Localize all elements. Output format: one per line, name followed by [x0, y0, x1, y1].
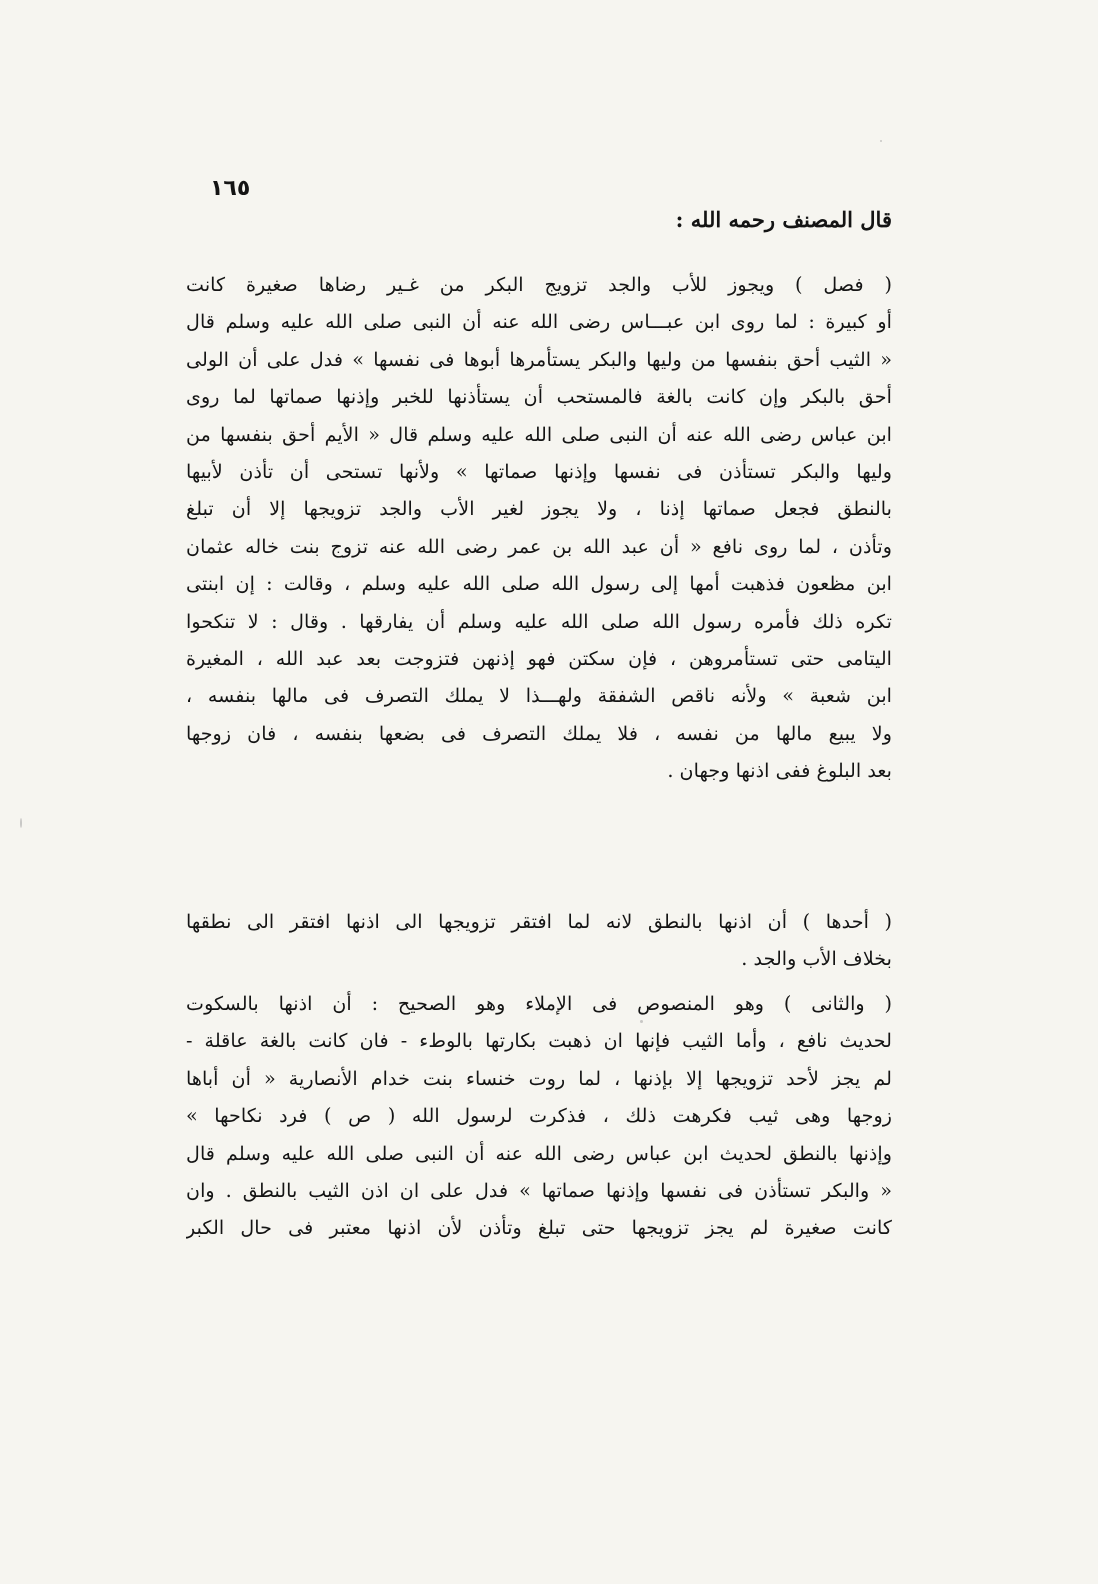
text-line: لم يجز لأحد تزويجها إلا بإذنها ، لما روت خنساء بنت خدام الأنصارية « أن أباها — [186, 1066, 892, 1090]
text-line: اليتامى حتى تستأمروهن ، فإن سكتن فهو إذنهن فتزوجت بعد عبد الله ، المغيرة — [186, 647, 892, 671]
text-line: ابن عباس رضى الله عنه أن النبى صلى الله عليه وسلم قال « الأيم أحق بنفسها من — [186, 422, 892, 446]
text-line: كانت صغيرة لم يجز تزويجها حتى تبلغ وتأذن لأن اذنها معتبر فى حال الكبر — [186, 1216, 892, 1240]
text-line: ابن مظعون فذهبت أمها إلى رسول الله صلى الله عليه وسلم ، وقالت : إن ابنتى — [186, 572, 892, 596]
section-intro: قال المصنف رحمه الله : — [675, 207, 892, 232]
text-line: وليها والبكر تستأذن فى نفسها وإذنها صماتها » ولأنها تستحى أن تأذن لأبيها — [186, 460, 892, 484]
text-line: زوجها وهى ثيب فكرهت ذلك ، فذكرت لرسول الله ( ص ) فرد نكاحها » — [186, 1104, 892, 1128]
text-line: وإذنها بالنطق لحديث ابن عباس رضى الله عنه أن النبى صلى الله عليه وسلم قال — [186, 1141, 892, 1165]
text-line: بعد البلوغ ففى اذنها وجهان . — [667, 759, 892, 783]
text-line: « والبكر تستأذن فى نفسها وإذنها صماتها » فدل على ان اذن الثيب بالنطق . وان — [186, 1179, 892, 1203]
text-line: ( فصل ) ويجوز للأب والجد تزويج البكر من غـير رضاها صغيرة كانت — [186, 273, 892, 296]
scan-speck — [880, 140, 882, 142]
text-line: وتأذن ، لما روى نافع « أن عبد الله بن عمر رضى الله عنه تزوج بنت خاله عثمان — [186, 534, 892, 558]
text-line: بخلاف الأب والجد . — [741, 947, 892, 971]
scan-speck — [640, 1020, 643, 1023]
text-line: ابن شعبة » ولأنه ناقص الشفقة ولهـــذا لا يملك التصرف فى مالها بنفسه ، — [186, 684, 892, 708]
paragraph-3 — [186, 985, 892, 1247]
text-line: ولا يبيع مالها من نفسه ، فلا يملك التصرف فى بضعها بنفسه ، فان زوجها — [186, 721, 892, 745]
text-line: أحق بالبكر وإن كانت بالغة فالمستحب أن يستأذنها للخبر وإذنها صماتها لما روى — [186, 385, 892, 409]
paragraph-2 — [186, 903, 892, 978]
text-line: بالنطق فجعل صماتها إذنا ، ولا يجوز لغير الأب والجد تزويجها إلا أن تبلغ — [186, 497, 892, 521]
text-line: ( والثانى ) وهو المنصوص فى الإملاء وهو الصحيح : أن اذنها بالسكوت — [186, 992, 892, 1015]
text-line: تكره ذلك فأمره رسول الله صلى الله عليه وسلم أن يفارقها . وقال : لا تنكحوا — [186, 609, 892, 633]
text-line: لحديث نافع ، وأما الثيب فإنها ان ذهبت بكارتها بالوطء - فان كانت بالغة عاقلة - — [186, 1029, 892, 1053]
scan-speck — [20, 818, 22, 828]
text-line: ( أحدها ) أن اذنها بالنطق لانه لما افتقر تزويجها الى اذنها افتقر الى نطقها — [186, 910, 892, 933]
paragraph-1 — [186, 266, 892, 790]
text-line: « الثيب أحق بنفسها من وليها والبكر يستأمرها أبوها فى نفسها » فدل على أن الولى — [186, 347, 892, 371]
text-line: أو كبيرة : لما روى ابن عبـــاس رضى الله عنه أن النبى صلى الله عليه وسلم قال — [186, 310, 892, 334]
page-number: ١٦٥ — [210, 176, 251, 201]
